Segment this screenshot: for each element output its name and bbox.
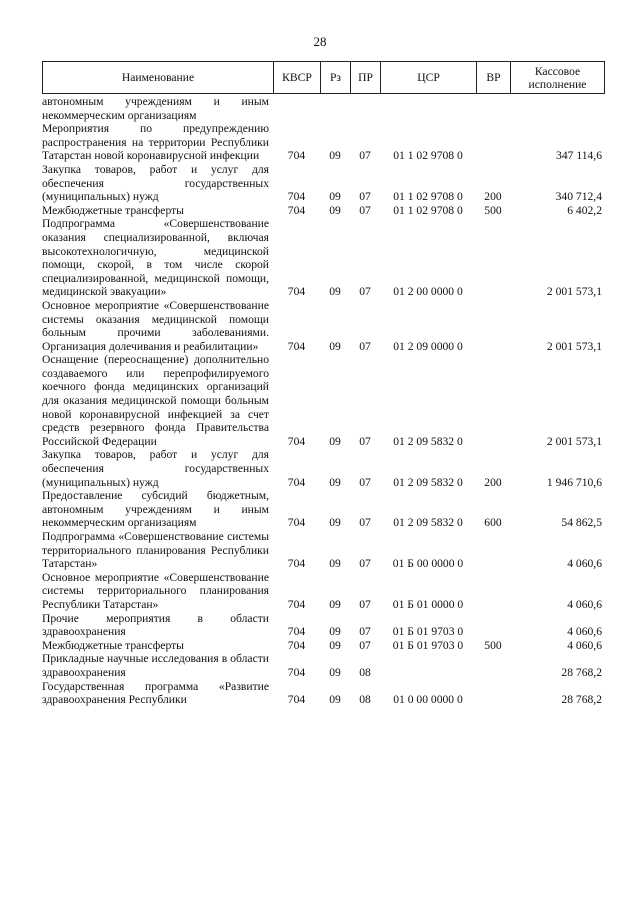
cell-kvsr: 704 <box>287 339 306 353</box>
table-row <box>42 571 604 612</box>
cell-amount: 2 001 573,1 <box>546 285 602 299</box>
cell-kvsr: 704 <box>287 516 306 530</box>
cell-pr: 07 <box>359 190 371 204</box>
cell-vr: 200 <box>484 475 502 489</box>
cell-name <box>42 571 273 612</box>
cell-kvsr: 704 <box>287 149 306 163</box>
row-name-text: Мероприятия по предупреждению распространения на территории Республики Татарстан новой коронавирусной инфекции <box>42 122 269 163</box>
cell-name <box>42 489 273 530</box>
cell-vr <box>476 571 510 612</box>
cell-kvsr: 704 <box>287 665 306 679</box>
cell-vr <box>476 217 510 299</box>
cell-pr: 07 <box>359 625 371 639</box>
cell-rz: 09 <box>329 597 341 611</box>
cell-pr: 07 <box>359 597 371 611</box>
cell-pr: 07 <box>359 149 371 163</box>
cell-name <box>42 353 273 448</box>
cell-amount: 6 402,2 <box>567 203 602 217</box>
cell-name <box>42 204 273 218</box>
cell-vr: 500 <box>484 203 502 217</box>
table-row <box>42 680 604 707</box>
row-name-text: Прочие мероприятия в области здравоохранения <box>42 611 269 639</box>
cell-amount: 4 060,6 <box>567 625 602 639</box>
table-row <box>42 299 604 353</box>
cell-kvsr: 704 <box>287 693 306 707</box>
cell-csr: 01 2 09 0000 0 <box>393 339 463 353</box>
cell-csr: 01 2 00 0000 0 <box>393 285 463 299</box>
cell-pr: 07 <box>359 285 371 299</box>
cell-pr: 07 <box>359 434 371 448</box>
cell-kvsr: 704 <box>287 597 306 611</box>
row-name-text: Закупка товаров, работ и услуг для обеспечения государственных (муниципальных) нужд <box>42 162 269 204</box>
table-row <box>42 530 604 571</box>
cell-kvsr: 704 <box>287 625 306 639</box>
cell-pr: 07 <box>359 203 371 217</box>
row-name-text: Подпрограмма «Совершенствование оказания специализированной, включая высокотехнологичную, медицинской помощи, скорой, в том числе скорой специализированной, медицинской помощи, медицинской эвакуации» <box>42 217 269 299</box>
row-name-text: Межбюджетные трансферты <box>42 203 184 217</box>
cell-name <box>42 122 273 163</box>
cell-vr <box>476 612 510 639</box>
cell-kvsr: 704 <box>287 190 306 204</box>
cell-csr: 01 2 09 5832 0 <box>393 516 463 530</box>
cell-vr <box>476 299 510 353</box>
cell-csr: 01 1 02 9708 0 <box>393 190 463 204</box>
header-amount: Кассовое исполнение <box>511 62 605 94</box>
table-row <box>42 652 604 679</box>
cell-kvsr <box>273 95 320 122</box>
cell-pr: 07 <box>359 516 371 530</box>
cell-vr: 500 <box>484 638 502 652</box>
cell-kvsr: 704 <box>287 203 306 217</box>
cell-name <box>42 448 273 489</box>
cell-rz: 09 <box>329 516 341 530</box>
table-row <box>42 353 604 448</box>
cell-kvsr: 704 <box>287 557 306 571</box>
cell-rz: 09 <box>329 434 341 448</box>
row-name-text: Государственная программа «Развитие здравоохранения Республики <box>42 679 269 707</box>
cell-name <box>42 639 273 653</box>
header-name: Наименование <box>43 62 274 94</box>
cell-pr: 07 <box>359 638 371 652</box>
cell-kvsr: 704 <box>287 285 306 299</box>
table-row <box>42 612 604 639</box>
cell-vr <box>476 652 510 679</box>
header-kvsr: КВСР <box>274 62 321 94</box>
cell-vr <box>476 530 510 571</box>
cell-amount <box>510 95 604 122</box>
cell-pr: 07 <box>359 339 371 353</box>
cell-name <box>42 612 273 639</box>
cell-amount: 347 114,6 <box>556 149 602 163</box>
cell-amount: 28 768,2 <box>561 693 602 707</box>
cell-csr: 01 Б 01 9703 0 <box>392 625 464 639</box>
cell-csr: 01 1 02 9708 0 <box>393 203 463 217</box>
row-name-text: Закупка товаров, работ и услуг для обеспечения государственных (муниципальных) нужд <box>42 448 269 489</box>
cell-pr: 07 <box>359 557 371 571</box>
table-row <box>42 639 604 653</box>
cell-vr: 600 <box>484 516 502 530</box>
cell-name <box>42 652 273 679</box>
row-name-text: Межбюджетные трансферты <box>42 638 184 652</box>
row-name-text: Оснащение (переоснащение) дополнительно создаваемого или перепрофилируемого коечного фонда медицинских организаций для оказания медицинской помощи больным новой коронавирусной инфекцией за счет средств резервного фонда Правительства Российской Федерации <box>42 353 269 448</box>
cell-amount: 4 060,6 <box>567 557 602 571</box>
cell-pr: 07 <box>359 475 371 489</box>
cell-amount: 2 001 573,1 <box>546 339 602 353</box>
cell-csr: 01 1 02 9708 0 <box>393 149 463 163</box>
cell-vr: 200 <box>484 190 502 204</box>
cell-pr: 08 <box>359 693 371 707</box>
cell-rz: 09 <box>329 203 341 217</box>
header-csr: ЦСР <box>381 62 477 94</box>
cell-pr <box>350 95 380 122</box>
cell-csr: 01 Б 00 0000 0 <box>392 557 464 571</box>
cell-rz: 09 <box>329 149 341 163</box>
cell-name <box>42 163 273 204</box>
row-name-text: автономным учреждениям и иным некоммерческим организациям <box>42 95 269 122</box>
row-name-text: Основное мероприятие «Совершенствование системы территориального планирования Республики Татарстан» <box>42 570 269 611</box>
cell-amount: 28 768,2 <box>561 665 602 679</box>
cell-kvsr: 704 <box>287 434 306 448</box>
row-name-text: Прикладные научные исследования в области здравоохранения <box>42 652 269 679</box>
cell-amount: 4 060,6 <box>567 638 602 652</box>
cell-rz: 09 <box>329 339 341 353</box>
cell-rz: 09 <box>329 638 341 652</box>
table-row <box>42 448 604 489</box>
cell-amount: 4 060,6 <box>567 597 602 611</box>
cell-pr: 08 <box>359 665 371 679</box>
row-name-text: Предоставление субсидий бюджетным, автономным учреждениям и иным некоммерческим организациям <box>42 489 269 530</box>
cell-vr <box>476 680 510 707</box>
table-row <box>42 163 604 204</box>
cell-csr: 01 Б 01 9703 0 <box>392 638 464 652</box>
table-body <box>42 95 604 707</box>
cell-amount: 1 946 710,6 <box>546 475 602 489</box>
cell-csr: 01 2 09 5832 0 <box>393 434 463 448</box>
table-row <box>42 204 604 218</box>
cell-rz: 09 <box>329 475 341 489</box>
cell-rz: 09 <box>329 190 341 204</box>
header-rz: Рз <box>321 62 351 94</box>
cell-name <box>42 95 273 122</box>
cell-vr <box>476 95 510 122</box>
cell-csr: 01 0 00 0000 0 <box>393 693 463 707</box>
cell-name <box>42 299 273 353</box>
cell-kvsr: 704 <box>287 638 306 652</box>
cell-rz: 09 <box>329 665 341 679</box>
cell-amount: 340 712,4 <box>555 190 602 204</box>
cell-amount: 54 862,5 <box>561 516 602 530</box>
header-vr: ВР <box>477 62 511 94</box>
cell-vr <box>476 122 510 163</box>
cell-kvsr: 704 <box>287 475 306 489</box>
row-name-text: Основное мероприятие «Совершенствование системы оказания медицинской помощи больным прочими заболеваниями. Организация долечивания и реабилитации» <box>42 298 269 353</box>
cell-amount: 2 001 573,1 <box>546 434 602 448</box>
cell-csr <box>380 652 476 679</box>
cell-vr <box>476 353 510 448</box>
page-number: 28 <box>313 34 327 49</box>
cell-csr: 01 2 09 5832 0 <box>393 475 463 489</box>
cell-rz: 09 <box>329 625 341 639</box>
cell-csr: 01 Б 01 0000 0 <box>392 597 464 611</box>
cell-rz: 09 <box>329 557 341 571</box>
table-row <box>42 122 604 163</box>
header-pr: ПР <box>351 62 381 94</box>
cell-rz: 09 <box>329 285 341 299</box>
cell-name <box>42 680 273 707</box>
cell-name <box>42 530 273 571</box>
table-header <box>42 61 605 94</box>
table-row <box>42 95 604 122</box>
table-row <box>42 489 604 530</box>
cell-rz: 09 <box>329 693 341 707</box>
table-row <box>42 217 604 299</box>
cell-name <box>42 217 273 299</box>
row-name-text: Подпрограмма «Совершенствование системы территориального планирования Республики Татарстан» <box>42 530 269 571</box>
cell-rz <box>320 95 350 122</box>
cell-csr <box>380 95 476 122</box>
